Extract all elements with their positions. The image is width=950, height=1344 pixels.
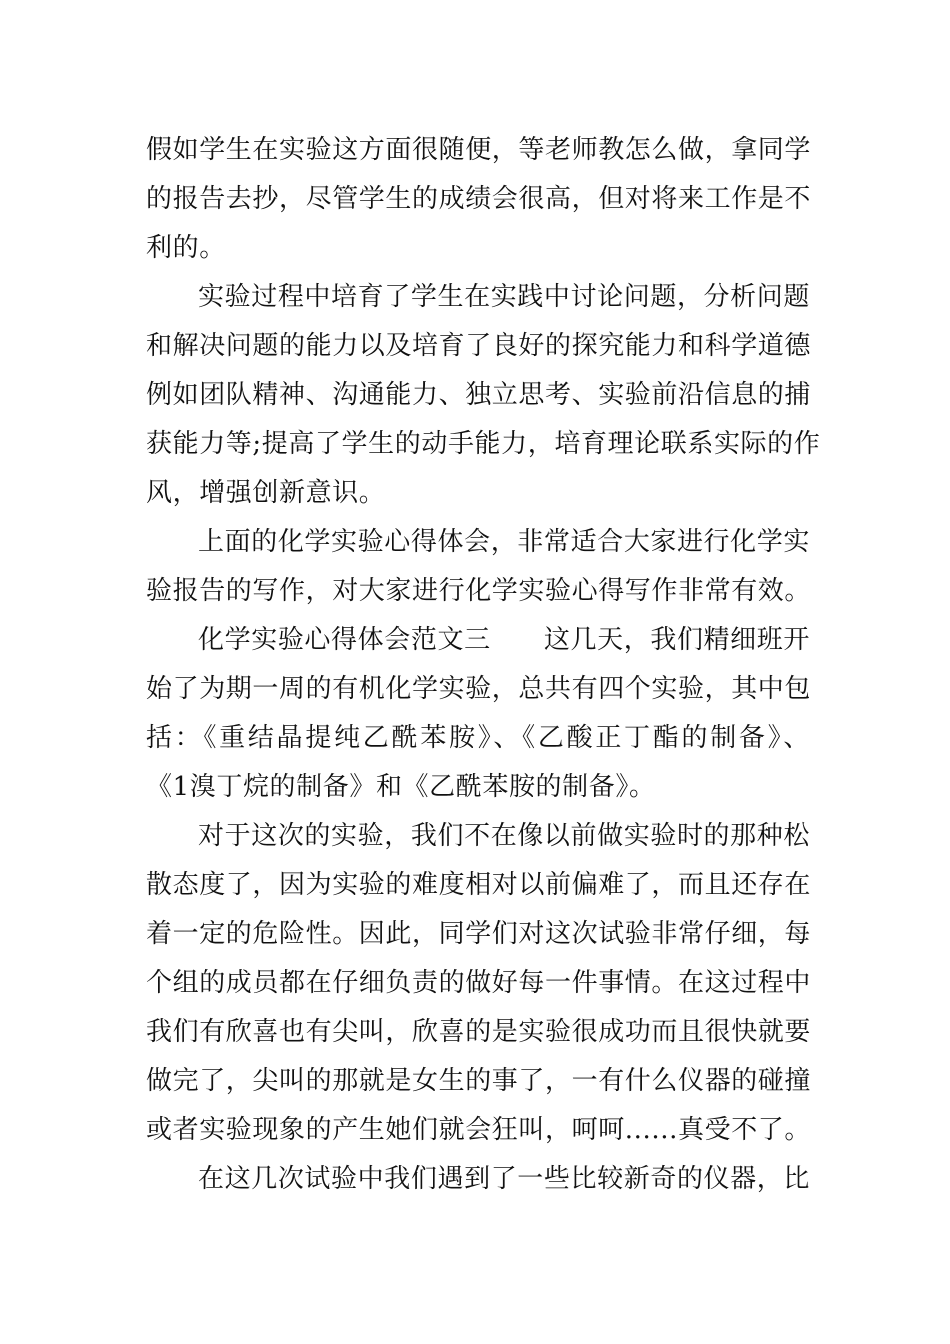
text-line: 和解决问题的能力以及培育了良好的探究能力和科学道德 <box>146 331 812 361</box>
text-line: 做完了，尖叫的那就是女生的事了，一有什么仪器的碰撞 <box>146 1066 812 1096</box>
text-line: 散态度了，因为实验的难度相对以前偏难了，而且还存在 <box>146 870 812 900</box>
text-line: 实验过程中培育了学生在实践中讨论问题，分析问题 <box>198 282 810 312</box>
text-line: 化学实验心得体会范文三 这几天，我们精细班开 <box>198 625 810 655</box>
text-line: 获能力等;提高了学生的动手能力，培育理论联系实际的作 <box>146 429 821 459</box>
text-line: 的报告去抄，尽管学生的成绩会很高，但对将来工作是不 <box>146 184 812 214</box>
text-line: 假如学生在实验这方面很随便，等老师教怎么做，拿同学 <box>146 135 812 165</box>
text-line: 着一定的危险性。因此，同学们对这次试验非常仔细，每 <box>146 919 812 949</box>
document-body <box>146 126 821 1204</box>
text-line: 《1溴丁烷的制备》和《乙酰苯胺的制备》。 <box>146 772 656 802</box>
text-line: 始了为期一周的有机化学实验，总共有四个实验，其中包 <box>146 674 812 704</box>
text-line: 利的。 <box>146 233 226 263</box>
text-line: 括：《重结晶提纯乙酰苯胺》、《乙酸正丁酯的制备》、 <box>146 723 810 753</box>
text-line: 对于这次的实验，我们不在像以前做实验时的那种松 <box>198 821 810 851</box>
text-line: 在这几次试验中我们遇到了一些比较新奇的仪器，比 <box>198 1164 810 1194</box>
text-line: 上面的化学实验心得体会，非常适合大家进行化学实 <box>198 527 810 557</box>
text-line: 或者实验现象的产生她们就会狂叫，呵呵......真受不了。 <box>146 1115 811 1145</box>
text-line: 个组的成员都在仔细负责的做好每一件事情。在这过程中 <box>146 968 812 998</box>
text-line: 验报告的写作，对大家进行化学实验心得写作非常有效。 <box>146 576 812 606</box>
text-line: 风，增强创新意识。 <box>146 478 386 508</box>
text-line: 我们有欣喜也有尖叫，欣喜的是实验很成功而且很快就要 <box>146 1017 812 1047</box>
text-line: 例如团队精神、沟通能力、独立思考、实验前沿信息的捕 <box>146 380 812 410</box>
